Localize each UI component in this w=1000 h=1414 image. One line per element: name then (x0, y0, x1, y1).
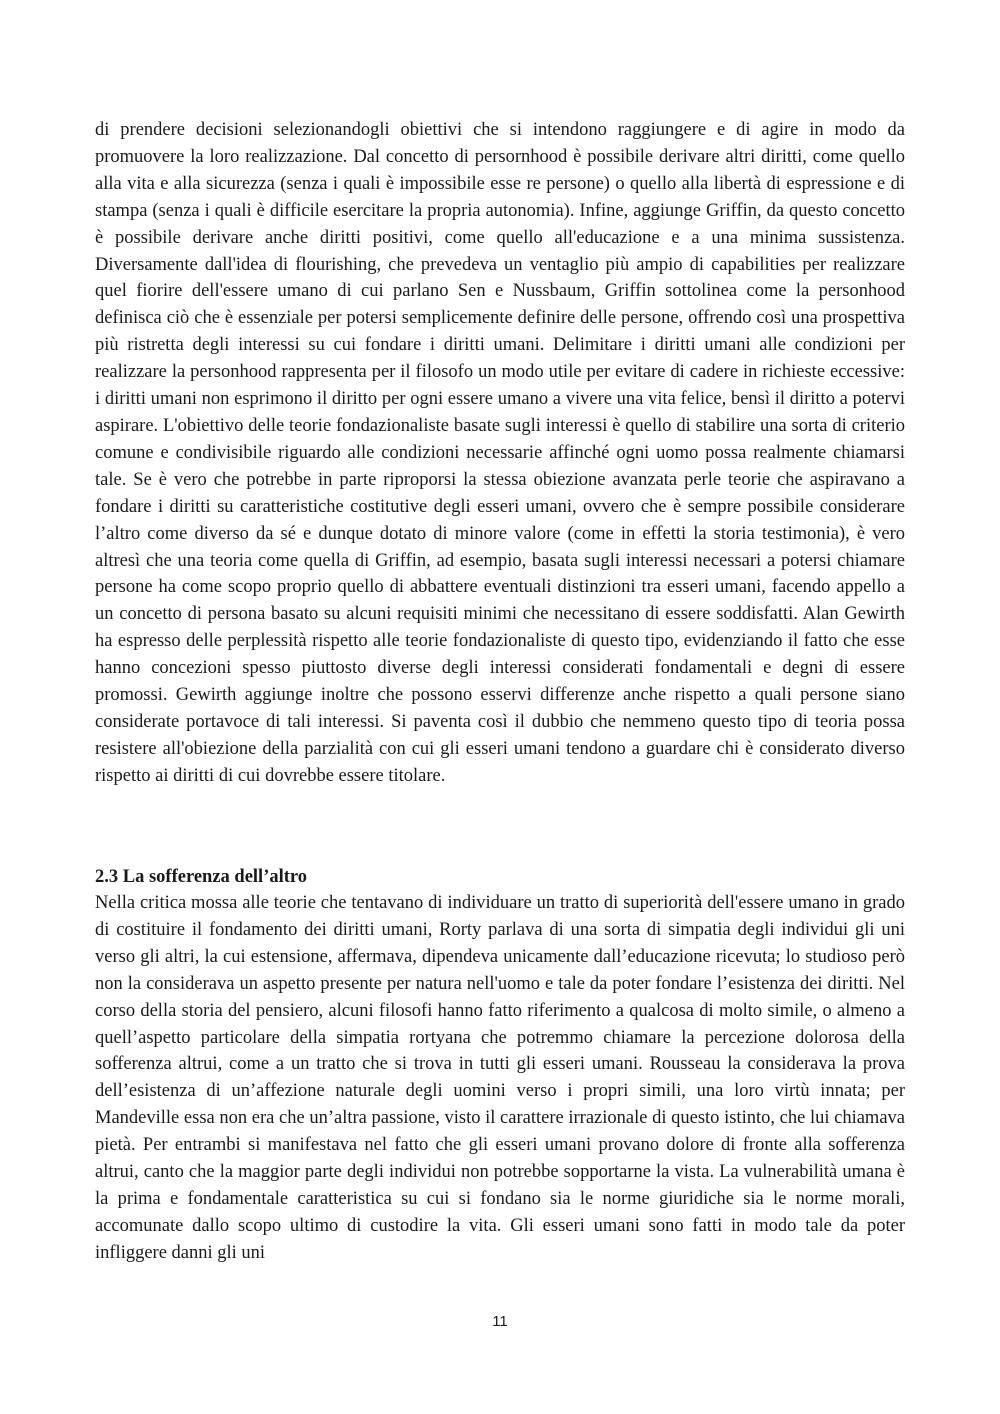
body-paragraph: Nella critica mossa alle teorie che tentavano di individuare un tratto di superiorità dell'essere umano in grado di costituire il fondamento dei diritti umani, Rorty parlava di una sorta di simpatia degli individui gli uni verso gli altri, la cui estensione, affermava, dipendeva unicamente dall’educazione ricevuta; lo studioso però non la considerava un aspetto presente per natura nell'uomo e tale da poter fondare l’esistenza dei diritti. Nel corso della storia del pensiero, alcuni filosofi hanno fatto riferimento a qualcosa di molto simile, o almeno a quell’aspetto particolare della simpatia rortyana che potremmo chiamare la percezione dolorosa della sofferenza altrui, come a un tratto che si trova in tutti gli esseri umani. Rousseau la considerava la prova dell’esistenza di un’affezione naturale degli uomini verso i propri simili, una loro virtù innata; per Mandeville essa non era che un’altra passione, visto il carattere irrazionale di questo istinto, che lui chiamava pietà. Per entrambi si manifestava nel fatto che gli esseri umani provano dolore di fronte alla sofferenza altrui, canto che la maggior parte degli individui non potrebbe sopportarne la vista. La vulnerabilità umana è la prima e fondamentale caratteristica su cui si fondano sia le norme giuridiche sia le norme morali, accomunate dallo scopo ultimo di custodire la vita. Gli esseri umani sono fatti in modo tale da poter infliggere danni gli uni (95, 893, 905, 1263)
body-paragraph: di prendere decisioni selezionandogli obiettivi che si intendono raggiungere e di agire in modo da promuovere la loro realizzazione. Dal concetto di persornhood è possibile derivare altri diritti, come quello alla vita e alla sicurezza (senza i quali è impossibile esse re persone) o quello alla libertà di espressione e di stampa (senza i quali è difficile esercitare la propria autonomia). Infine, aggiunge Griffin, da questo concetto è possibile derivare anche diritti positivi, come quello all'educazione e a una minima sussistenza. Diversamente dall'idea di flourishing, che prevedeva un ventaglio più ampio di capabilities per realizzare quel fiorire dell'essere umano di cui parlano Sen e Nussbaum, Griffin sottolinea come la personhood definisca ciò che è essenziale per potersi semplicemente definire delle persone, offrendo così una prospettiva più ristretta degli interessi su cui fondare i diritti umani. Delimitare i diritti umani alle condizioni per realizzare la personhood rappresenta per il filosofo un modo utile per evitare di cadere in richieste eccessive: i diritti umani non esprimono il diritto per ogni essere umano a vivere una vita felice, bensì il diritto a potervi aspirare. L'obiettivo delle teorie fondazionaliste basate sugli interessi è quello di stabilire una sorta di criterio comune e condivisibile riguardo alle condizioni necessarie affinché ogni uomo possa realmente chiamarsi tale. Se è vero che potrebbe in parte riproporsi la stessa obiezione avanzata perle teorie che aspiravano a fondare i diritti su caratteristiche costitutive degli esseri umani, ovvero che è sempre possibile considerare l’altro come diverso da sé e dunque dotato di minore valore (come in effetti la storia testimonia), è vero altresì che una teoria come quella di Griffin, ad esempio, basata sugli interessi necessari a potersi chiamare persone ha come scopo proprio quello di abbattere eventuali distinzioni tra esseri umani, facendo appello a un concetto di persona basato su alcuni requisiti minimi che necessitano di essere soddisfatti. Alan Gewirth ha espresso delle perplessità rispetto alle teorie fondazionaliste di questo tipo, evidenziando il fatto che esse hanno concezioni spesso piuttosto diverse degli interessi considerati fondamentali e degni di essere promossi. Gewirth aggiunge inoltre che possono esservi differenze anche rispetto a quali persone siano considerate portavoce di tali interessi. Si paventa così il dubbio che nemmeno questo tipo di teoria possa resistere all'obiezione della parzialità con cui gli esseri umani tendono a guardare chi è considerato diverso rispetto ai diritti di cui dovrebbe essere titolare. (95, 120, 905, 786)
page-number: 11 (492, 1313, 508, 1330)
section-heading: 2.3 La sofferenza dell’altro (95, 867, 308, 887)
